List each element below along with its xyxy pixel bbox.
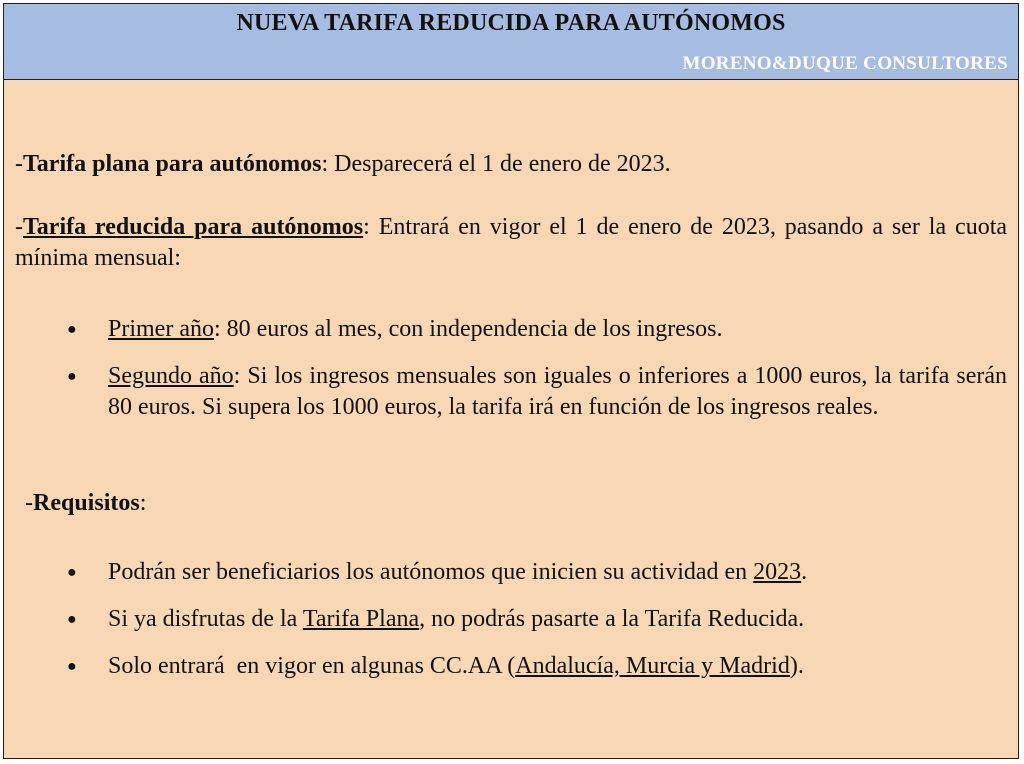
req-text: Solo entrará en vigor en algunas CC.AA ( xyxy=(108,653,516,679)
notice-box xyxy=(3,3,1019,759)
year-link[interactable]: 2023 xyxy=(753,559,802,585)
dash: - xyxy=(15,214,23,240)
colon: : xyxy=(139,490,147,516)
req-text: ). xyxy=(789,653,804,679)
regions-link[interactable]: Andalucía, Murcia y Madrid xyxy=(515,653,790,679)
segundo-ano-text: : Si los ingresos mensuales son iguales o inferiores a 1000 euros, la tarifa serán 80 euros. Si supera los 1000 euros, la tarifa irá en función de los ingresos reales. xyxy=(108,363,1007,420)
tarifa-plana-paragraph xyxy=(15,149,1007,180)
requisitos-heading xyxy=(25,488,146,519)
segundo-ano-label: Segundo año xyxy=(108,363,234,389)
dash: - xyxy=(15,151,23,177)
tarifa-plana-label: Tarifa plana para autónomos xyxy=(23,151,322,177)
primer-ano-label: Primer año xyxy=(108,316,214,342)
bullet-icon: ● xyxy=(67,321,77,338)
bullet-icon: ● xyxy=(67,368,77,385)
tarifa-plana-link[interactable]: Tarifa Plana xyxy=(302,606,420,632)
tarifa-reducida-text: : Entrará en vigor el 1 de enero de 2023, pasando a ser la cuota mínima mensual: xyxy=(15,214,1008,271)
req-text: , no podrás pasarte a la Tarifa Reducida. xyxy=(419,606,805,632)
bullet-icon: ● xyxy=(67,611,77,628)
firm-name: MORENO&DUQUE CONSULTORES xyxy=(682,53,1008,74)
bullet-icon: ● xyxy=(67,564,77,581)
tarifa-reducida-paragraph xyxy=(15,212,1007,274)
req-text: Podrán ser beneficiarios los autónomos que inicien su actividad en xyxy=(108,559,754,585)
req-text: . xyxy=(801,559,808,585)
bullet-icon: ● xyxy=(67,658,77,675)
requisitos-label: Requisitos xyxy=(33,490,140,516)
list-item-text xyxy=(108,604,1007,635)
list-item-text xyxy=(108,361,1007,423)
tarifa-reducida-label: Tarifa reducida para autónomos xyxy=(23,214,364,240)
page-title: NUEVA TARIFA REDUCIDA PARA AUTÓNOMOS xyxy=(236,10,786,36)
tarifa-plana-text: : Desparecerá el 1 de enero de 2023. xyxy=(321,151,671,177)
list-item-text xyxy=(108,557,1007,588)
list-item-text xyxy=(108,314,1007,345)
list-item-text xyxy=(108,651,1007,682)
primer-ano-text: : 80 euros al mes, con independencia de los ingresos. xyxy=(213,316,723,342)
dash: - xyxy=(25,490,33,516)
req-text: Si ya disfrutas de la xyxy=(108,606,303,632)
header-bar xyxy=(4,4,1018,80)
